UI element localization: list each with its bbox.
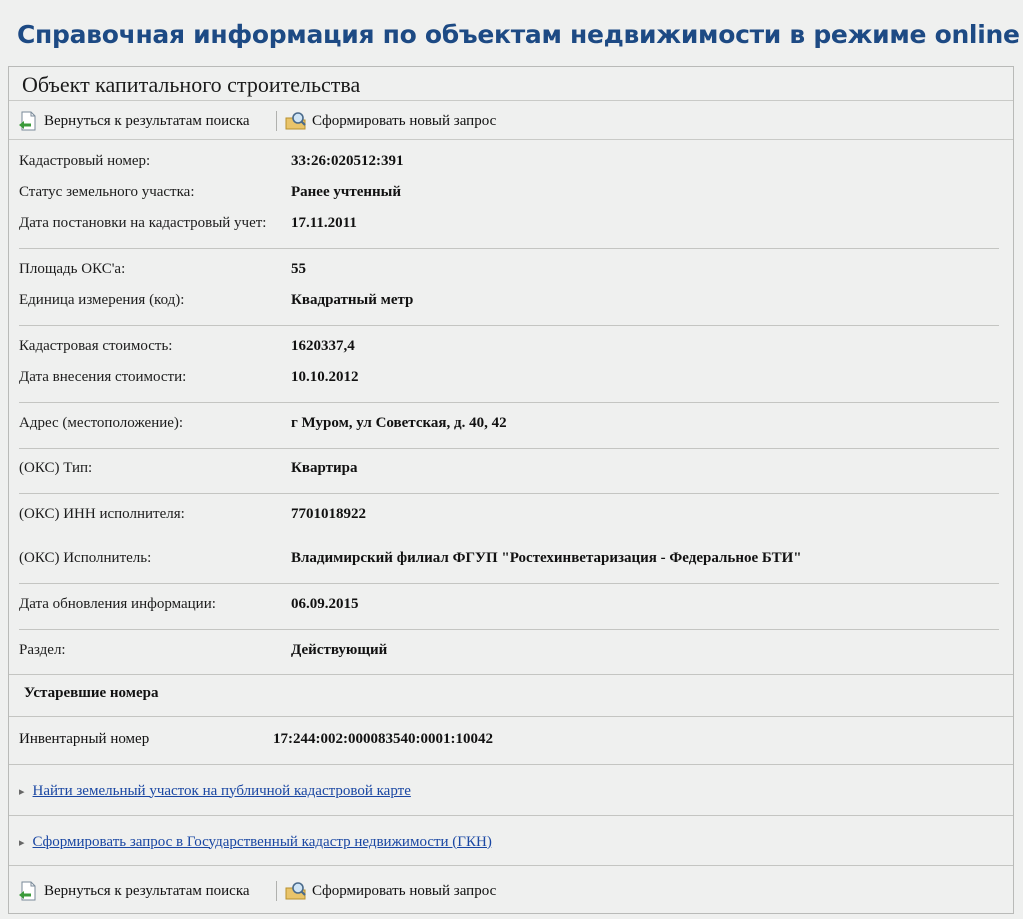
- search-folder-icon: [285, 880, 307, 902]
- object-panel: [8, 66, 1014, 914]
- panel-title-bar: [9, 67, 1013, 101]
- field-label: Раздел:: [19, 642, 66, 658]
- divider: [19, 448, 999, 449]
- field-label: Кадастровая стоимость:: [19, 338, 173, 354]
- link-row-public-map: [19, 780, 411, 802]
- link-row-gkn-request: [19, 831, 492, 853]
- divider: [9, 865, 1013, 866]
- field-value: 17.11.2011: [291, 215, 357, 231]
- divider: [19, 402, 999, 403]
- field-label: (ОКС) Исполнитель:: [19, 550, 152, 566]
- new-request-label: Сформировать новый запрос: [312, 112, 497, 129]
- field-label: Дата внесения стоимости:: [19, 369, 187, 385]
- back-document-icon: [17, 110, 39, 132]
- panel-title: Объект капитального строительства: [22, 72, 361, 97]
- back-to-results-label: Вернуться к результатам поиска: [44, 882, 250, 899]
- obsolete-numbers-heading: Устаревшие номера: [24, 685, 159, 701]
- field-value: 7701018922: [291, 506, 366, 522]
- divider: [9, 764, 1013, 765]
- field-value: 33:26:020512:391: [291, 153, 404, 169]
- divider: [19, 325, 999, 326]
- inventory-number-value: 17:244:002:000083540:0001:10042: [273, 731, 493, 747]
- field-label: Площадь ОКС'а:: [19, 261, 126, 277]
- field-value: 55: [291, 261, 306, 277]
- field-label: Дата постановки на кадастровый учет:: [19, 215, 267, 231]
- divider: [19, 248, 999, 249]
- field-label: Единица измерения (код):: [19, 292, 185, 308]
- field-value: Квадратный метр: [291, 292, 414, 308]
- field-value: 10.10.2012: [291, 369, 359, 385]
- field-value: Ранее учтенный: [291, 184, 401, 200]
- back-to-results-button-bottom[interactable]: [17, 880, 250, 902]
- divider: [9, 674, 1013, 675]
- divider: [9, 815, 1013, 816]
- new-request-label: Сформировать новый запрос: [312, 882, 497, 899]
- back-to-results-button[interactable]: [17, 110, 250, 132]
- bottom-toolbar: [9, 872, 1013, 910]
- field-value: Владимирский филиал ФГУП "Ростехинветаризация - Федеральное БТИ": [291, 550, 802, 566]
- gkn-request-link[interactable]: Сформировать запрос в Государственный кадастр недвижимости (ГКН): [32, 833, 492, 850]
- field-value: 1620337,4: [291, 338, 355, 354]
- inventory-number-row: [19, 729, 719, 751]
- field-label: Кадастровый номер:: [19, 153, 151, 169]
- inventory-number-label: Инвентарный номер: [19, 731, 150, 747]
- page-header: [0, 0, 1023, 66]
- back-to-results-label: Вернуться к результатам поиска: [44, 112, 250, 129]
- field-value: г Муром, ул Советская, д. 40, 42: [291, 415, 507, 431]
- divider: [19, 583, 999, 584]
- divider: [19, 629, 999, 630]
- divider: [19, 493, 999, 494]
- toolbar-separator: [276, 881, 277, 901]
- page-title: Справочная информация по объектам недвижимости в режиме online: [17, 20, 1020, 49]
- field-label: Адрес (местоположение):: [19, 415, 184, 431]
- divider: [9, 716, 1013, 717]
- field-label: Дата обновления информации:: [19, 596, 216, 612]
- field-label: Статус земельного участка:: [19, 184, 195, 200]
- field-label: (ОКС) ИНН исполнителя:: [19, 506, 185, 522]
- new-request-button-bottom[interactable]: [285, 880, 496, 902]
- field-label: (ОКС) Тип:: [19, 460, 93, 476]
- chevron-right-icon: ▸: [19, 785, 25, 798]
- new-request-button[interactable]: [285, 110, 496, 132]
- top-toolbar: [9, 102, 1013, 140]
- find-land-plot-link[interactable]: Найти земельный участок на публичной кадастровой карте: [32, 782, 411, 799]
- chevron-right-icon: ▸: [19, 836, 25, 849]
- toolbar-separator: [276, 111, 277, 131]
- search-folder-icon: [285, 110, 307, 132]
- field-value: Квартира: [291, 460, 358, 476]
- back-document-icon: [17, 880, 39, 902]
- field-value: 06.09.2015: [291, 596, 359, 612]
- field-value: Действующий: [291, 642, 388, 658]
